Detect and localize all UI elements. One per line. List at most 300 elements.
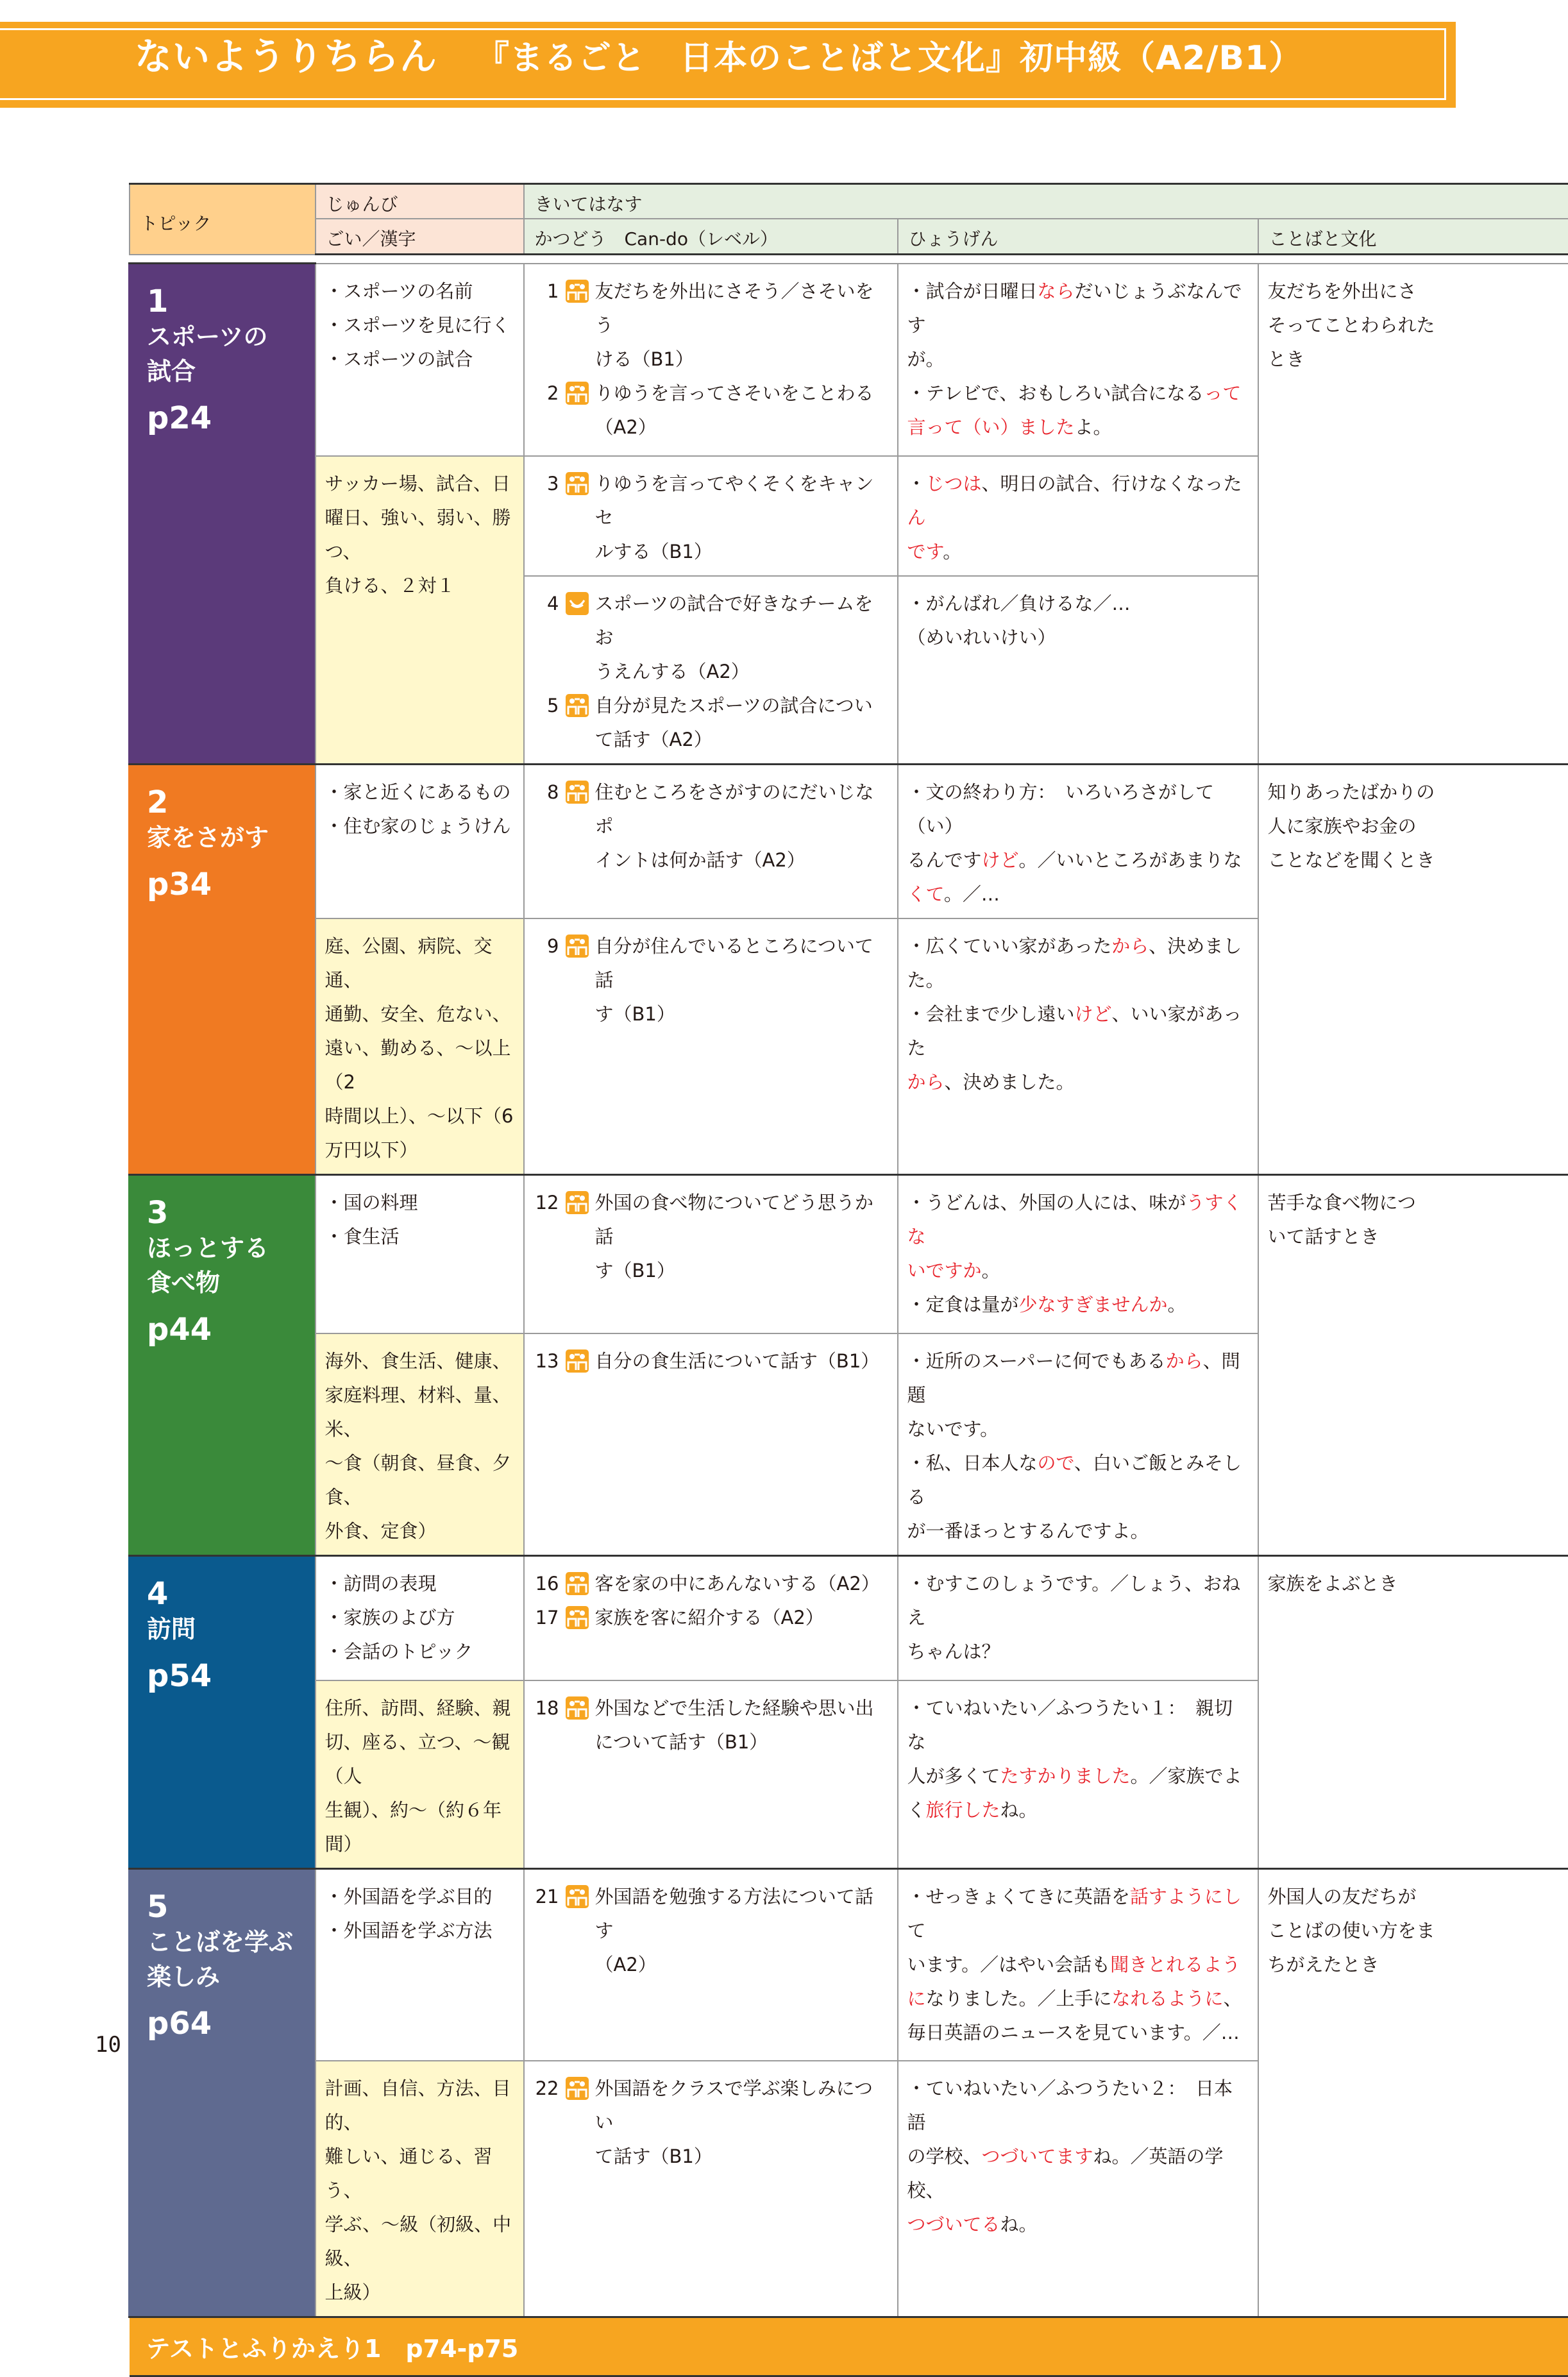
cando-text-line: （A2）	[595, 410, 891, 444]
topic-name: 楽しみ	[147, 1959, 302, 1994]
banner-title-main: ないようりちらん	[135, 35, 437, 78]
expression-text: 。／いいところがあまりな	[1019, 849, 1242, 871]
expression-cell	[898, 1333, 1258, 1556]
vocab-line: サッカー場、試合、日	[325, 467, 517, 501]
culture-line: いて話すとき	[1268, 1220, 1563, 1254]
expression-text: が。	[907, 348, 945, 370]
expression-line	[907, 1344, 1251, 1412]
highlighted-expression: って	[1204, 382, 1241, 404]
vocab-cell	[316, 918, 524, 1175]
expression-text: ・うどんは、外国の人には、味が	[907, 1192, 1186, 1214]
culture-line: 知りあったばかりの	[1268, 775, 1563, 809]
topic-5-row	[130, 1868, 1568, 2061]
cando-number: 9	[534, 929, 559, 963]
cando-text-line: す（B1）	[595, 997, 891, 1031]
cando-item	[534, 376, 891, 444]
expression-line	[907, 1982, 1251, 2016]
prep-item: ・住む家のじょうけん	[325, 809, 517, 843]
highlighted-expression: いですか	[907, 1260, 982, 1282]
review-bar: テストとふりかえり1 p74-p75	[130, 2317, 1568, 2376]
topic-1-row	[130, 264, 1568, 456]
syllabus-table	[128, 183, 1568, 2377]
cando-cell	[524, 576, 898, 765]
topic-name: ことばを学ぶ	[147, 1925, 302, 1959]
culture-line: 外国人の友だちが	[1268, 1880, 1563, 1914]
expression-line	[907, 2072, 1251, 2140]
topic-4-title-cell	[130, 1556, 316, 1869]
cando-text-line: 外国などで生活した経験や思い出	[595, 1691, 891, 1725]
expression-text: ・広くていい家があった	[907, 935, 1112, 957]
culture-line: 友だちを外出にさ	[1268, 275, 1563, 309]
expression-text: 。／…	[944, 883, 1000, 905]
banner-subtitle: 『まるごと 日本のことばと文化』初中級（A2/B1）	[476, 39, 1302, 78]
expression-text: ・	[907, 473, 926, 495]
highlighted-expression: 話すようにし	[1130, 1886, 1242, 1908]
expression-line	[907, 775, 1251, 843]
cando-number: 8	[534, 775, 559, 809]
highlighted-expression: つづいてます	[982, 2145, 1093, 2167]
header-topic: トピック	[130, 184, 316, 255]
prep-cell	[316, 1556, 524, 1680]
cando-text-line: 外国の食べ物についてどう思うか話	[595, 1186, 891, 1254]
expression-cell	[898, 2061, 1258, 2317]
highlighted-expression: ので	[1038, 1452, 1074, 1474]
cando-text-line: 外国語を勉強する方法について話す	[595, 1880, 891, 1948]
expression-text: く	[907, 1799, 926, 1821]
cando-text	[595, 689, 891, 757]
expression-line	[907, 1254, 1251, 1288]
culture-line: 苦手な食べ物につ	[1268, 1186, 1563, 1220]
expression-line	[907, 1412, 1251, 1446]
cando-text	[595, 2072, 891, 2174]
cando-item	[534, 1186, 891, 1288]
speak-icon	[566, 1572, 589, 1595]
vocab-line: ～食（朝食、昼食、夕食、	[325, 1446, 517, 1514]
cando-cell	[524, 456, 898, 576]
expression-line	[907, 1691, 1251, 1759]
topic-4-row	[130, 1556, 1568, 1680]
cando-number: 21	[534, 1880, 559, 1914]
culture-cell	[1258, 764, 1568, 1174]
topic-5-title-cell	[130, 1868, 316, 2317]
cando-cell	[524, 1174, 898, 1333]
cando-cell	[524, 764, 898, 918]
culture-cell	[1258, 1556, 1568, 1869]
prep-cell	[316, 1868, 524, 2061]
topic-name: スポーツの	[147, 319, 302, 354]
cando-text-line: りゆうを言ってさそいをことわる	[595, 376, 891, 410]
speak-icon	[566, 935, 589, 958]
expression-text: ・がんばれ／負けるな／…	[907, 593, 1131, 614]
topic-page: p54	[147, 1657, 302, 1695]
expression-line	[907, 275, 1251, 343]
cando-text-line: うえんする（A2）	[595, 655, 891, 689]
expression-text: 。	[982, 1260, 1000, 1282]
vocab-cell	[316, 1333, 524, 1556]
expression-text: 、いい家があった	[907, 1003, 1242, 1059]
prep-item: ・外国語を学ぶ方法	[325, 1914, 517, 1948]
expression-text: て	[907, 1920, 926, 1941]
culture-line: そってことわられた	[1268, 309, 1563, 343]
cando-number: 22	[534, 2072, 559, 2106]
cando-text-line: 友だちを外出にさそう／さそいをう	[595, 275, 891, 343]
highlighted-expression: じつは	[926, 473, 982, 495]
culture-cell	[1258, 264, 1568, 765]
expression-text: ・ていねいたい／ふつうたい２： 日本語	[907, 2077, 1233, 2133]
expression-line	[907, 1065, 1251, 1099]
vocab-cell	[316, 456, 524, 765]
prep-item: ・会話のトピック	[325, 1635, 517, 1669]
expression-line	[907, 1288, 1251, 1322]
topic-number: 4	[147, 1576, 302, 1612]
topic-name: 食べ物	[147, 1265, 302, 1300]
vocab-line: 学ぶ、～級（初級、中級、	[325, 2208, 517, 2276]
expression-text: 、白いご飯とみそしる	[907, 1452, 1242, 1508]
highlighted-expression: に	[907, 1988, 926, 2009]
culture-line: ことなどを聞くとき	[1268, 843, 1563, 877]
expression-line	[907, 929, 1251, 997]
cando-cell	[524, 1868, 898, 2061]
cando-text-line: 住むところをさがすのにだいじなポ	[595, 775, 891, 843]
prep-item: ・スポーツの名前	[325, 275, 517, 309]
cando-cell	[524, 1556, 898, 1680]
prep-item: ・スポーツの試合	[325, 343, 517, 376]
cando-number: 5	[534, 689, 559, 723]
cando-text-line: 自分が住んでいるところについて話	[595, 929, 891, 997]
header-gap	[130, 255, 1568, 264]
expression-text: ね。	[1000, 1799, 1038, 1821]
vocab-line: 庭、公園、病院、交通、	[325, 929, 517, 997]
expression-text: 。	[1168, 1294, 1186, 1315]
speak-icon	[566, 382, 589, 405]
cando-text	[595, 1601, 891, 1635]
highlighted-expression: なら	[1038, 280, 1075, 302]
culture-line: 人に家族やお金の	[1268, 809, 1563, 843]
header-cando: かつどう Can-do（レベル）	[524, 219, 898, 255]
expression-text: ・ていねいたい／ふつうたい１： 親切な	[907, 1697, 1233, 1753]
prep-item: ・訪問の表現	[325, 1567, 517, 1601]
cando-item	[534, 1567, 891, 1601]
vocab-line: 通勤、安全、危ない、	[325, 997, 517, 1031]
cando-text-line: 家族を客に紹介する（A2）	[595, 1601, 891, 1635]
expression-text: ・むすこのしょうです。／しょう、おねえ	[907, 1573, 1241, 1628]
expression-text: 。／家族でよ	[1131, 1765, 1242, 1787]
cando-text-line: ルする（B1）	[595, 535, 891, 569]
highlighted-expression: 少なすぎませんか	[1019, 1294, 1168, 1315]
cando-text	[595, 1880, 891, 1982]
cando-text-line: 客を家の中にあんないする（A2）	[595, 1567, 891, 1601]
cando-text-line: イントは何か話す（A2）	[595, 843, 891, 877]
cheer-icon	[566, 592, 589, 615]
vocab-line: 家庭料理、材料、量、米、	[325, 1378, 517, 1446]
highlighted-expression: なれるように	[1112, 1988, 1224, 2009]
expression-text: るんです	[907, 849, 982, 871]
expression-line	[907, 1446, 1251, 1514]
expression-cell	[898, 576, 1258, 765]
expression-line	[907, 376, 1251, 410]
expression-line	[907, 997, 1251, 1065]
expression-line	[907, 877, 1251, 911]
cando-text	[595, 467, 891, 569]
vocab-line: 上級）	[325, 2276, 517, 2310]
expression-text: ・私、日本人な	[907, 1452, 1038, 1474]
speak-icon	[566, 694, 589, 717]
expression-text: 、決めました。	[945, 1071, 1075, 1093]
expression-line	[907, 1514, 1251, 1548]
cando-item	[534, 1691, 891, 1759]
expression-line	[907, 535, 1251, 569]
expression-line	[907, 467, 1251, 535]
cando-text	[595, 587, 891, 689]
vocab-line: 時間以上）、～以下（6	[325, 1099, 517, 1133]
cando-text	[595, 376, 891, 444]
culture-line: ことばの使い方をま	[1268, 1914, 1563, 1948]
cando-text-line: 外国語をクラスで学ぶ楽しみについ	[595, 2072, 891, 2140]
cando-cell	[524, 918, 898, 1175]
prep-item: ・国の料理	[325, 1186, 517, 1220]
expression-text: 、問題	[907, 1350, 1240, 1406]
cando-cell	[524, 1680, 898, 1869]
expression-text: います。／はやい会話も	[907, 1954, 1111, 1975]
review-row	[130, 2317, 1568, 2376]
header-row-2	[130, 219, 1568, 255]
cando-text-line: て話す（A2）	[595, 723, 891, 757]
prep-cell	[316, 1174, 524, 1333]
topic-name: 家をさがす	[147, 820, 302, 855]
cando-number: 18	[534, 1691, 559, 1725]
cando-item	[534, 775, 891, 877]
topic-name: 訪問	[147, 1612, 302, 1646]
header-culture: ことばと文化	[1258, 219, 1568, 255]
prep-item: ・家族のよび方	[325, 1601, 517, 1635]
expression-text: よ。	[1075, 416, 1112, 438]
cando-text-line: ける（B1）	[595, 343, 891, 376]
vocab-line: 曜日、強い、弱い、勝つ、	[325, 501, 517, 569]
expression-cell	[898, 264, 1258, 456]
cando-text-line: 自分が見たスポーツの試合につい	[595, 689, 891, 723]
prep-cell	[316, 264, 524, 456]
header-listen-speak: きいてはなす	[524, 184, 1568, 219]
page-title	[135, 31, 1302, 84]
cando-text-line: （A2）	[595, 1948, 891, 1982]
culture-line: とき	[1268, 343, 1563, 376]
topic-3-title-cell	[130, 1174, 316, 1556]
topic-page: p64	[147, 2004, 302, 2043]
highlighted-expression: たすかりました	[1000, 1765, 1131, 1787]
cando-item	[534, 587, 891, 689]
expression-cell	[898, 764, 1258, 918]
topic-number: 2	[147, 784, 302, 820]
expression-line	[907, 410, 1251, 444]
expression-line	[907, 2140, 1251, 2208]
cando-item	[534, 467, 891, 569]
cando-number: 17	[534, 1601, 559, 1635]
cando-text	[595, 1567, 891, 1601]
highlighted-expression: ん	[907, 507, 926, 529]
expression-text: が一番ほっとするんですよ。	[907, 1520, 1149, 1542]
vocab-line: 遠い、勤める、～以上（2	[325, 1031, 517, 1099]
cando-number: 2	[534, 376, 559, 410]
expression-text: ・近所のスーパーに何でもある	[907, 1350, 1166, 1372]
expression-text: ちゃんは？	[907, 1641, 1000, 1662]
expression-text: ね。／英語の学校、	[907, 2145, 1224, 2201]
expression-cell	[898, 1556, 1258, 1680]
topic-page: p34	[147, 865, 302, 904]
expression-line	[907, 343, 1251, 376]
expression-text: ・せっきょくてきに英語を	[907, 1886, 1130, 1908]
expression-line	[907, 621, 1251, 655]
cando-text	[595, 929, 891, 1031]
cando-cell	[524, 1333, 898, 1556]
vocab-line: 計画、自信、方法、目的、	[325, 2072, 517, 2140]
topic-number: 5	[147, 1889, 302, 1925]
topic-2-title-cell	[130, 764, 316, 1174]
cando-item	[534, 929, 891, 1031]
topic-page: p44	[147, 1310, 302, 1349]
prep-item: ・スポーツを見に行く	[325, 309, 517, 343]
expression-text: 。	[943, 541, 961, 563]
expression-line	[907, 1880, 1251, 1948]
vocab-line: 海外、食生活、健康、	[325, 1344, 517, 1378]
cando-number: 3	[534, 467, 559, 501]
vocab-line: 難しい、通じる、習う、	[325, 2140, 517, 2208]
title-banner	[0, 22, 1456, 108]
speak-icon	[566, 1191, 589, 1214]
cando-item	[534, 689, 891, 757]
cando-number: 1	[534, 275, 559, 309]
header-prep: じゅんび	[316, 184, 524, 219]
expression-line	[907, 2208, 1251, 2242]
cando-item	[534, 275, 891, 376]
expression-text: なりました。／上手に	[926, 1988, 1112, 2009]
vocab-line: 生観）、約～（約６年間）	[325, 1793, 517, 1861]
expression-text: ないです。	[907, 1418, 999, 1440]
topic-name: ほっとする	[147, 1231, 302, 1265]
expression-text: 毎日英語のニュースを見ています。／…	[907, 2022, 1240, 2043]
expression-text: ・テレビで、おもしろい試合になる	[907, 382, 1204, 404]
header-vocab: ごい／漢字	[316, 219, 524, 255]
cando-number: 12	[534, 1186, 559, 1220]
expression-cell	[898, 918, 1258, 1175]
expression-text: 、	[1224, 1988, 1242, 2009]
topic-page: p24	[147, 399, 302, 437]
vocab-line: 切、座る、立つ、～観（人	[325, 1725, 517, 1793]
cando-text	[595, 275, 891, 376]
prep-item: ・家と近くにあるもの	[325, 775, 517, 809]
highlighted-expression: 旅行した	[926, 1799, 1000, 1821]
expression-line	[907, 1948, 1251, 1982]
highlighted-expression: から	[1166, 1350, 1203, 1372]
cando-text-line: りゆうを言ってやくそくをキャンセ	[595, 467, 891, 535]
cando-text-line: スポーツの試合で好きなチームをお	[595, 587, 891, 655]
expression-text: の学校、	[907, 2145, 982, 2167]
prep-cell	[316, 764, 524, 918]
expression-text: 、決めました。	[907, 935, 1242, 991]
highlighted-expression: から	[1111, 935, 1149, 957]
highlighted-expression: けど	[982, 849, 1019, 871]
cando-text-line: について話す（B1）	[595, 1725, 891, 1759]
cando-number: 4	[534, 587, 559, 621]
cando-item	[534, 1601, 891, 1635]
topic-1-title-cell	[130, 264, 316, 765]
expression-text: 、明日の試合、行けなくなった	[982, 473, 1242, 495]
prep-item: ・外国語を学ぶ目的	[325, 1880, 517, 1914]
culture-cell	[1258, 1174, 1568, 1556]
expression-cell	[898, 456, 1258, 576]
speak-icon	[566, 1606, 589, 1629]
topic-3-row	[130, 1174, 1568, 1333]
cando-number: 16	[534, 1567, 559, 1601]
vocab-line: 負ける、２対１	[325, 569, 517, 603]
expression-cell	[898, 1868, 1258, 2061]
expression-line	[907, 1793, 1251, 1827]
culture-line: ちがえたとき	[1268, 1948, 1563, 1982]
speak-icon	[566, 1696, 589, 1720]
speak-icon	[566, 280, 589, 303]
highlighted-expression: 言って（い）ました	[907, 416, 1075, 438]
prep-item: ・食生活	[325, 1220, 517, 1254]
vocab-cell	[316, 1680, 524, 1869]
cando-text	[595, 1186, 891, 1288]
cando-text-line: す（B1）	[595, 1254, 891, 1288]
speak-icon	[566, 781, 589, 804]
expression-line	[907, 1567, 1251, 1635]
expression-text: （めいれいけい）	[907, 627, 1056, 648]
expression-text: ・文の終わり方： いろいろさがして（い）	[907, 781, 1215, 837]
cando-item	[534, 1344, 891, 1378]
cando-item	[534, 1880, 891, 1982]
culture-cell	[1258, 1868, 1568, 2317]
expression-text: ね。	[1000, 2213, 1038, 2235]
expression-cell	[898, 1174, 1258, 1333]
highlighted-expression: 聞きとれるよう	[1110, 1954, 1240, 1975]
cando-number: 13	[534, 1344, 559, 1378]
topic-number: 1	[147, 283, 302, 319]
vocab-line: 住所、訪問、経験、親	[325, 1691, 517, 1725]
highlighted-expression: から	[907, 1071, 945, 1093]
expression-line	[907, 1186, 1251, 1254]
expression-text: ・会社まで少し遠い	[907, 1003, 1075, 1025]
expression-line	[907, 587, 1251, 621]
header-expression: ひょうげん	[898, 219, 1258, 255]
cando-text	[595, 1344, 891, 1378]
speak-icon	[566, 1349, 589, 1373]
highlighted-expression: うすくな	[907, 1192, 1242, 1248]
vocab-cell	[316, 2061, 524, 2317]
topic-number: 3	[147, 1195, 302, 1231]
vocab-line: 外食、定食）	[325, 1514, 517, 1548]
highlighted-expression: です	[907, 541, 943, 563]
expression-line	[907, 1759, 1251, 1793]
page-number: 10	[95, 2032, 121, 2058]
speak-icon	[566, 1885, 589, 1908]
expression-text: ・試合が日曜日	[907, 280, 1038, 302]
speak-icon	[566, 472, 589, 495]
header-row-1	[130, 184, 1568, 219]
expression-line	[907, 1635, 1251, 1669]
expression-text: 人が多くて	[907, 1765, 1000, 1787]
vocab-line: 万円以下）	[325, 1133, 517, 1167]
topic-2-row	[130, 764, 1568, 918]
culture-line: 家族をよぶとき	[1268, 1567, 1563, 1601]
cando-text-line: 自分の食生活について話す（B1）	[595, 1344, 891, 1378]
expression-line	[907, 2016, 1251, 2050]
topic-name: 試合	[147, 354, 302, 389]
cando-text	[595, 1691, 891, 1759]
expression-text: ・定食は量が	[907, 1294, 1019, 1315]
cando-item	[534, 2072, 891, 2174]
expression-text: だいじょうぶなんです	[907, 280, 1242, 336]
